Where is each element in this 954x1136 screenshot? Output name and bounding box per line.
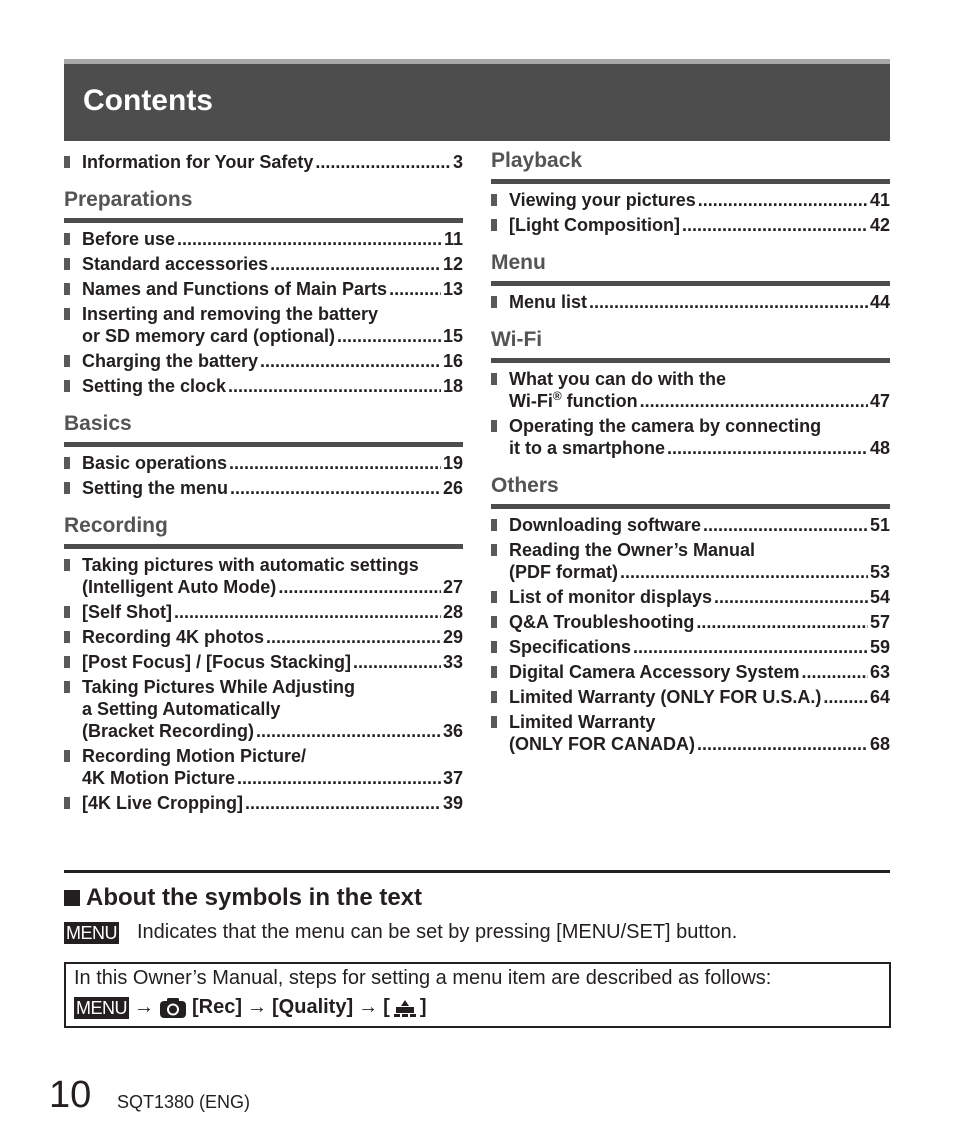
toc-entry[interactable] [64, 651, 463, 673]
toc-entry[interactable] [491, 661, 890, 683]
section-rule [491, 281, 890, 286]
camera-icon [159, 997, 187, 1019]
dot-leader [245, 792, 441, 814]
dot-leader [174, 601, 441, 623]
section-title-preparations: Preparations [64, 188, 193, 211]
toc-entry-text: Viewing your pictures [509, 190, 696, 210]
toc-entry-line [82, 325, 463, 347]
toc-entry-text: Taking pictures with automatic settings [82, 555, 419, 575]
bullet-icon [491, 194, 497, 206]
section-title-wi-fi: Wi-Fi [491, 328, 543, 351]
toc-page-number: 13 [442, 279, 463, 299]
toc-entry-text: it to a smartphone [509, 438, 666, 458]
toc-entry[interactable] [491, 291, 890, 313]
bullet-icon [64, 283, 70, 295]
toc-entry-line [82, 720, 463, 742]
toc-entry-text: [Light Composition] [509, 215, 680, 235]
toc-entry-line [82, 792, 463, 814]
bullet-icon [491, 691, 497, 703]
toc-entry-text: Limited Warranty [509, 712, 656, 732]
toc-entry[interactable] [491, 368, 890, 412]
bullet-icon [64, 258, 70, 270]
dot-leader [228, 375, 441, 397]
dot-leader [696, 611, 868, 633]
toc-entry-text: Q&A Troubleshooting [509, 612, 695, 632]
toc-page-number: 26 [442, 478, 463, 498]
toc-entry-line [82, 767, 463, 789]
toc-entry-line [82, 278, 463, 300]
toc-entry-line [82, 626, 463, 648]
toc-entry-text: (Bracket Recording) [82, 721, 255, 741]
toc-page-number: 64 [869, 687, 890, 707]
toc-entry[interactable] [64, 792, 463, 814]
toc-entry-text: Setting the menu [82, 478, 229, 498]
toc-entry[interactable] [64, 676, 463, 742]
bullet-icon [491, 296, 497, 308]
dot-leader [237, 767, 441, 789]
toc-entry[interactable] [491, 189, 890, 211]
toc-page-number: 44 [869, 292, 890, 312]
toc-entry-line [509, 415, 890, 437]
toc-entry-text: a Setting Automatically [82, 699, 281, 719]
toc-page-number: 12 [442, 254, 463, 274]
toc-page-number: 59 [869, 637, 890, 657]
toc-entry-text: Basic operations [82, 453, 228, 473]
bullet-icon [491, 519, 497, 531]
section-rule [491, 358, 890, 363]
toc-entry[interactable] [491, 686, 890, 708]
toc-entry[interactable] [491, 711, 890, 755]
bracket-open: [ [383, 996, 390, 1018]
symbols-heading [64, 884, 422, 912]
dot-leader [229, 452, 441, 474]
toc-entry[interactable] [64, 350, 463, 372]
toc-entry-text: Setting the clock [82, 376, 227, 396]
bullet-icon [491, 373, 497, 385]
toc-entry-text: Inserting and removing the battery [82, 304, 379, 324]
dot-leader [823, 686, 868, 708]
section-title-playback: Playback [491, 149, 583, 172]
dot-leader [620, 561, 868, 583]
section-title-menu: Menu [491, 251, 546, 274]
toc-page-number: 48 [869, 438, 890, 458]
toc-entry-text: Information for Your Safety [82, 152, 314, 172]
bullet-icon [491, 716, 497, 728]
toc-page-number: 51 [869, 515, 890, 535]
section-title-others: Others [491, 474, 559, 497]
dot-leader [256, 720, 441, 742]
dot-leader [682, 214, 868, 236]
toc-entry-line [82, 151, 463, 173]
dot-leader [270, 253, 441, 275]
toc-entry-text: Reading the Owner’s Manual [509, 540, 756, 560]
toc-entry-line [509, 611, 890, 633]
toc-entry[interactable] [64, 745, 463, 789]
toc-right-column [491, 148, 890, 755]
toc-entry-text: (Intelligent Auto Mode) [82, 577, 277, 597]
toc-page-number: 18 [442, 376, 463, 396]
toc-page-number: 39 [442, 793, 463, 813]
menu-description: Indicates that the menu can be set by pressing [MENU/SET] button. [137, 921, 738, 943]
toc-entry-line [509, 514, 890, 536]
toc-entry-text: [Post Focus] / [Focus Stacking] [82, 652, 352, 672]
toc-entry-text: Recording Motion Picture/ [82, 746, 307, 766]
section-rule [64, 218, 463, 223]
bullet-icon [491, 420, 497, 432]
toc-entry-text: (ONLY FOR CANADA) [509, 734, 696, 754]
bullet-icon [64, 559, 70, 571]
rec-menu-label: [Rec] [192, 996, 243, 1018]
dot-leader [697, 733, 868, 755]
bullet-icon [64, 457, 70, 469]
dot-leader [353, 651, 441, 673]
toc-entry-text: (PDF format) [509, 562, 618, 582]
toc-entry-text: Before use [82, 229, 176, 249]
toc-page-number: 29 [442, 627, 463, 647]
dot-leader [177, 228, 442, 250]
menu-icon: MENU [76, 997, 127, 1018]
toc-entry[interactable] [64, 554, 463, 598]
toc-entry-line [509, 686, 890, 708]
toc-page-number: 54 [869, 587, 890, 607]
dot-leader [389, 278, 441, 300]
toc-page-number: 33 [442, 652, 463, 672]
section-title-recording: Recording [64, 514, 168, 537]
toc-page-number: 68 [869, 734, 890, 754]
toc-page-number: 53 [869, 562, 890, 582]
toc-entry-text: Specifications [509, 637, 632, 657]
bullet-icon [491, 616, 497, 628]
menu-symbol-row [64, 921, 737, 944]
toc-page-number: 27 [442, 577, 463, 597]
toc-entry-text: [4K Live Cropping] [82, 793, 243, 813]
toc-page-number: 15 [442, 326, 463, 346]
toc-entry-line [509, 661, 890, 683]
toc-entry-line [509, 636, 890, 658]
toc-page-number: 63 [869, 662, 890, 682]
toc-entry-text: 4K Motion Picture [82, 768, 236, 788]
bullet-icon [491, 219, 497, 231]
bullet-icon [64, 380, 70, 392]
toc-entry-text: Downloading software [509, 515, 702, 535]
toc-entry[interactable] [491, 611, 890, 633]
toc-entry-text: Wi-Fi® function [509, 389, 638, 411]
toc-entry-line [82, 745, 463, 767]
toc-entry-text: Operating the camera by connecting [509, 416, 822, 436]
toc-page-number: 57 [869, 612, 890, 632]
bullet-icon [64, 482, 70, 494]
toc-entry-text: Names and Functions of Main Parts [82, 279, 388, 299]
toc-entry-line [82, 228, 463, 250]
quality-menu-label: [Quality] [272, 996, 354, 1018]
toc-entry-line [509, 291, 890, 313]
toc-entry-line [82, 698, 463, 720]
toc-entry[interactable] [64, 228, 463, 250]
toc-entry[interactable] [491, 539, 890, 583]
toc-entry-text: Standard accessories [82, 254, 269, 274]
toc-page-number: 42 [869, 215, 890, 235]
toc-entry-line [509, 390, 890, 412]
toc-entry-line [509, 711, 890, 733]
toc-entry-text: Menu list [509, 292, 588, 312]
toc-page-number: 11 [443, 229, 463, 249]
contents-header [64, 59, 890, 141]
toc-entry[interactable] [491, 514, 890, 536]
toc-page-number: 47 [869, 391, 890, 411]
bullet-icon [64, 606, 70, 618]
toc-left-column [64, 148, 463, 814]
page-number: 10 [49, 1074, 92, 1116]
toc-entry-line [509, 539, 890, 561]
toc-page-number: 28 [442, 602, 463, 622]
dot-leader [801, 661, 867, 683]
section-rule [491, 179, 890, 184]
menu-steps-note [64, 962, 891, 1028]
toc-entry[interactable] [64, 303, 463, 347]
bullet-icon [64, 233, 70, 245]
section-rule [491, 504, 890, 509]
bullet-icon [64, 631, 70, 643]
toc-entry[interactable] [64, 151, 463, 173]
dot-leader [589, 291, 868, 313]
section-rule [64, 544, 463, 549]
toc-page-number: 37 [442, 768, 463, 788]
square-bullet-icon [64, 890, 80, 906]
toc-entry-line [82, 303, 463, 325]
dot-leader [260, 350, 441, 372]
bullet-icon [491, 641, 497, 653]
toc-entry-line [82, 676, 463, 698]
section-title-basics: Basics [64, 412, 132, 435]
bullet-icon [64, 308, 70, 320]
section-rule [64, 442, 463, 447]
toc-entry-line [509, 586, 890, 608]
toc-entry-line [509, 214, 890, 236]
arrow-2: → [247, 996, 268, 1018]
toc-entry-line [82, 452, 463, 474]
toc-entry-line [82, 576, 463, 598]
bullet-icon [64, 681, 70, 693]
dot-leader [278, 576, 441, 598]
bullet-icon [64, 750, 70, 762]
toc-entry-line [509, 561, 890, 583]
toc-page-number: 3 [452, 152, 463, 172]
toc-entry[interactable] [64, 253, 463, 275]
toc-entry-line [509, 368, 890, 390]
toc-entry-line [82, 253, 463, 275]
bullet-icon [64, 797, 70, 809]
toc-entry[interactable] [491, 214, 890, 236]
toc-entry-text: Taking Pictures While Adjusting [82, 677, 356, 697]
dot-leader [266, 626, 441, 648]
toc-entry[interactable] [64, 601, 463, 623]
toc-entry[interactable] [64, 626, 463, 648]
bullet-icon [491, 666, 497, 678]
toc-page-number: 19 [442, 453, 463, 473]
dot-leader [698, 189, 868, 211]
note-line-1: In this Owner’s Manual, steps for setting a menu item are described as follows: [74, 967, 772, 989]
dot-leader [230, 477, 441, 499]
dot-leader [714, 586, 868, 608]
toc-entry-line [82, 601, 463, 623]
symbols-title-text: About the symbols in the text [86, 884, 423, 911]
toc-entry[interactable] [64, 477, 463, 499]
dot-leader [640, 390, 868, 412]
bullet-icon [491, 591, 497, 603]
dot-leader [315, 151, 451, 173]
toc-entry-line [82, 651, 463, 673]
dot-leader [667, 437, 868, 459]
toc-entry-text: List of monitor displays [509, 587, 713, 607]
toc-entry[interactable] [64, 452, 463, 474]
symbols-divider [64, 870, 890, 873]
toc-entry[interactable] [491, 636, 890, 658]
toc-entry[interactable] [491, 586, 890, 608]
arrow-1: → [134, 996, 154, 1018]
bullet-icon [64, 156, 70, 168]
toc-entry-line [509, 189, 890, 211]
toc-page-number: 36 [442, 721, 463, 741]
bracket-close: ] [419, 996, 427, 1018]
toc-entry-line [82, 375, 463, 397]
quality-fine-icon [392, 998, 418, 1018]
bullet-icon [64, 656, 70, 668]
dot-leader [337, 325, 441, 347]
toc-page-number: 16 [442, 351, 463, 371]
toc-entry-line [82, 554, 463, 576]
toc-entry-line [82, 477, 463, 499]
menu-icon: MENU [66, 922, 117, 943]
bullet-icon [64, 355, 70, 367]
toc-entry-text: [Self Shot] [82, 602, 172, 622]
toc-entry-line [82, 350, 463, 372]
page-title: Contents [83, 84, 213, 117]
toc-entry-line [509, 437, 890, 459]
toc-entry-text: Digital Camera Accessory System [509, 662, 800, 682]
bullet-icon [491, 544, 497, 556]
toc-entry[interactable] [64, 278, 463, 300]
document-code: SQT1380 (ENG) [117, 1092, 251, 1112]
toc-entry-text: Limited Warranty (ONLY FOR U.S.A.) [509, 687, 822, 707]
note-line-2 [74, 996, 431, 1019]
toc-entry-text: or SD memory card (optional) [82, 326, 336, 346]
toc-entry[interactable] [491, 415, 890, 459]
toc-entry-line [509, 733, 890, 755]
arrow-3: → [358, 996, 379, 1018]
dot-leader [633, 636, 868, 658]
dot-leader [703, 514, 868, 536]
toc-entry[interactable] [64, 375, 463, 397]
toc-entry-text: What you can do with the [509, 369, 726, 389]
toc-page-number: 41 [869, 190, 890, 210]
toc-entry-text: Charging the battery [82, 351, 259, 371]
toc-entry-text: Recording 4K photos [82, 627, 265, 647]
